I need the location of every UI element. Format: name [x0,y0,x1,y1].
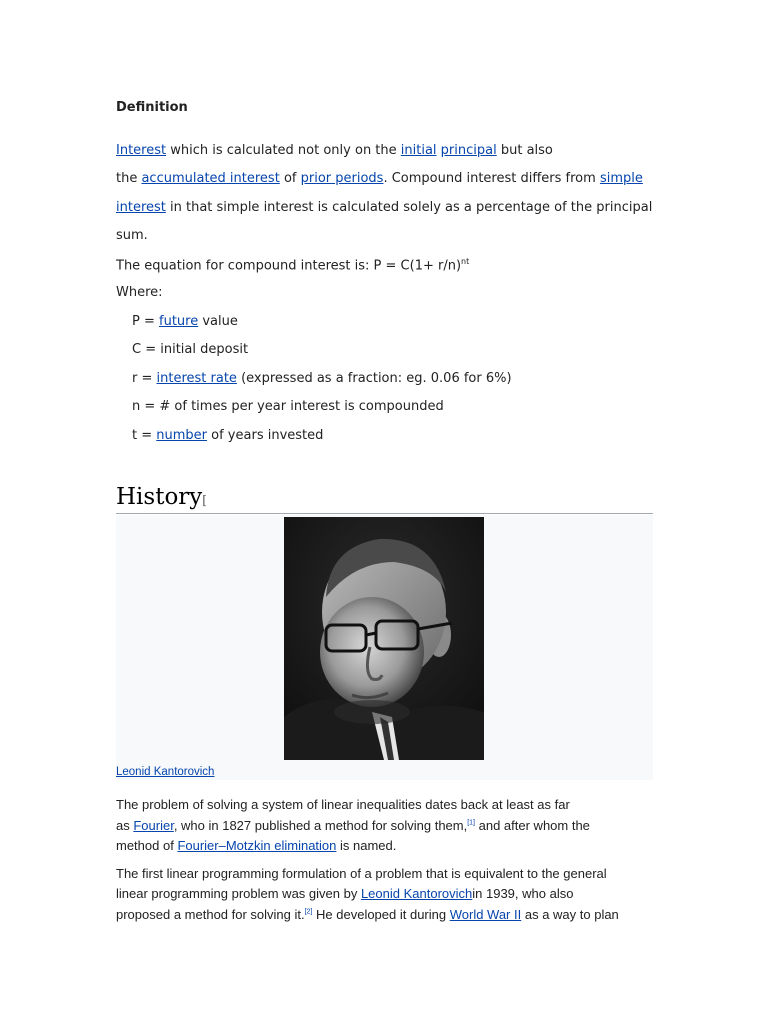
history-edit-bracket[interactable]: [ [202,493,207,507]
definition-heading: Definition [116,100,188,115]
var-n-item: n = # of times per year interest is compounded [132,399,444,414]
link-interest-rate[interactable]: interest rate [156,371,237,386]
definition-line-2: the accumulated interest of prior periods. Compound interest differs from simple [116,171,643,186]
definition-line-4: sum. [116,228,148,243]
figure-caption-link[interactable]: Leonid Kantorovich [116,766,215,778]
history-p1-line-3: method of Fourier–Motzkin elimination is named. [116,838,397,853]
history-heading-block [116,484,653,514]
figure-box [116,515,653,780]
link-prior-periods[interactable]: prior periods [300,171,384,186]
reference-2[interactable]: [2] [304,908,313,916]
where-label: Where: [116,285,163,300]
history-heading: History [116,484,203,510]
portrait-image [284,517,484,760]
history-p2-line-1: The first linear programming formulation of a problem that is equivalent to the general [116,866,607,881]
link-world-war-ii[interactable]: World War II [449,907,522,922]
definition-line-1: Interest which is calculated not only on the initial principal but also [116,143,553,158]
equation-line: The equation for compound interest is: $P = C(1+ r/n)^{nt}$ [116,257,470,274]
link-principal[interactable]: principal [440,143,497,158]
var-p-item: P = future value [132,314,238,329]
link-future[interactable]: future [159,314,199,329]
history-p2-line-2: linear programming problem was given by Leonid Kantorovichin 1939, who also [116,886,574,901]
var-c-item: C = initial deposit [132,342,249,357]
link-simple-interest-2[interactable]: interest [116,200,166,215]
var-t-item: t = number of years invested [132,428,324,443]
link-number[interactable]: number [156,428,208,443]
link-initial[interactable]: initial [400,143,437,158]
reference-1[interactable]: [1] [467,819,476,827]
var-r-item: r = interest rate (expressed as a fraction: eg. 0.06 for 6%) [132,371,512,386]
link-fourier[interactable]: Fourier [133,818,174,833]
history-p2-line-3: proposed a method for solving it.[2] He developed it during World War II as a way to plan [116,907,619,922]
equation-exponent: nt [461,257,470,266]
link-fourier-motzkin[interactable]: Fourier–Motzkin elimination [177,838,337,853]
history-p1-line-1: The problem of solving a system of linear inequalities dates back at least as far [116,797,570,812]
history-p1-line-2: as Fourier, who in 1827 published a method for solving them,[1] and after whom the [116,818,590,833]
link-simple-interest[interactable]: simple [599,171,643,186]
link-accumulated-interest[interactable]: accumulated interest [141,171,280,186]
link-interest[interactable]: Interest [116,143,167,158]
link-leonid-kantorovich[interactable]: Leonid Kantorovich [360,886,473,901]
definition-line-3: interest in that simple interest is calculated solely as a percentage of the principal [116,200,653,215]
